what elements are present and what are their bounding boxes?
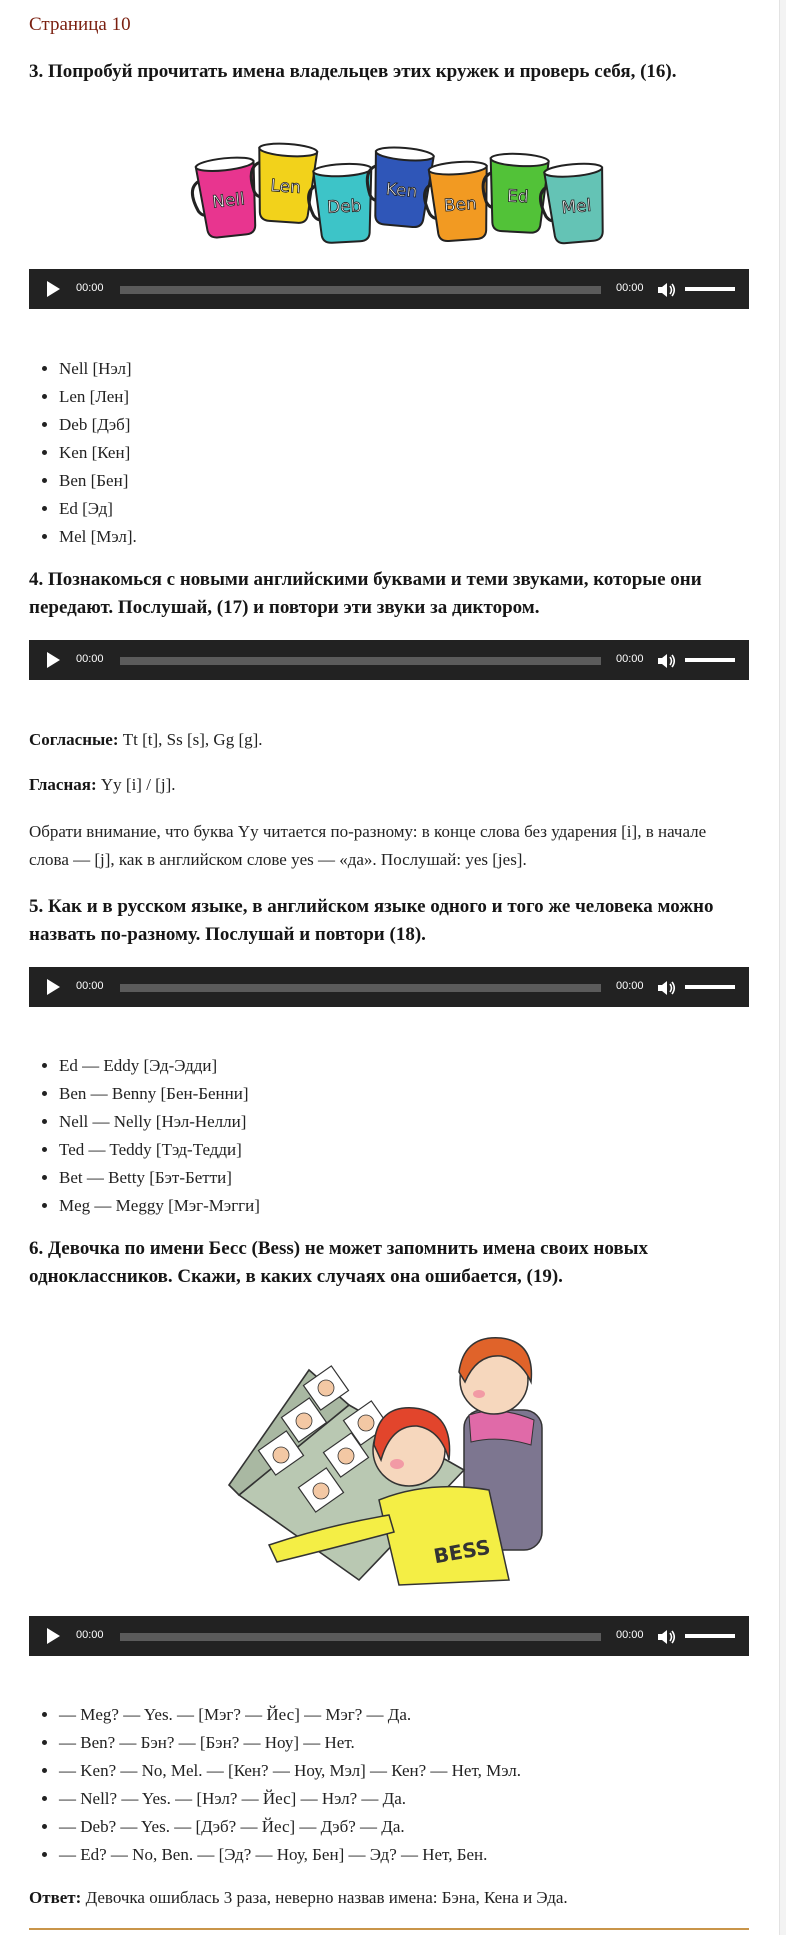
consonants-line [29,726,749,754]
mug-deb-icon [307,163,375,244]
list-item: • Bet — Betty [Бэт-Бетти] [59,1164,260,1192]
answer-text: Девочка ошиблась 3 раза, неверно назвав имена: Бэна, Кена и Эда. [81,1888,568,1907]
duration-time: 00:00 [616,282,644,294]
pronunciation-note: Обрати внимание, что буква Yy читается по-разному: в конце слова без ударения [i], в начале слова — [j], как в английском слове yes — «да». Послушай: yes [jes]. [29,822,707,869]
volume-icon[interactable] [657,281,677,299]
play-icon[interactable] [47,1628,60,1644]
duration-time: 00:00 [616,653,644,665]
mug-ben-icon [422,160,491,242]
volume-slider[interactable] [685,1634,735,1638]
list-item: • — Ken? — No, Mel. — [Кен? — Ноу, Мэл] — Кен? — Нет, Мэл. [59,1757,521,1785]
mug-name-label: Len [269,175,302,198]
task6-heading: 6. Девочка по имени Бесс (Bess) не может запомнить имена своих новых одноклассников. Скажи, в каких случаях она ошибается, (19). [29,1238,648,1287]
mug-name-label: Mel [560,195,593,219]
task5-heading: 5. Как и в русском языке, в английском языке одного и того же человека можно назвать по-разному. Послушай и повтори (18). [29,896,714,945]
list-item: • Ed [Эд] [59,495,137,523]
list-item: • — Deb? — Yes. — [Дэб? — Йес] — Дэб? — Да. [59,1813,521,1841]
list-item: • Deb [Дэб] [59,411,137,439]
list-item: • Nell — Nelly [Нэл-Нелли] [59,1108,260,1136]
volume-slider[interactable] [685,287,735,291]
audio-player-19 [29,1616,749,1656]
current-time: 00:00 [76,980,104,992]
list-item: • — Ben? — Бэн? — [Бэн? — Ноу] — Нет. [59,1729,521,1757]
task3-name-list [29,355,137,551]
duration-time: 00:00 [616,980,644,992]
play-icon[interactable] [47,281,60,297]
vowel-label: Гласная: [29,775,97,794]
volume-slider[interactable] [685,658,735,662]
audio-player-17 [29,640,749,680]
duration-time: 00:00 [616,1629,644,1641]
content-divider [29,1928,749,1930]
task3-heading: 3. Попробуй прочитать имена владельцев этих кружек и проверь себя, (16). [29,61,677,82]
volume-icon[interactable] [657,979,677,997]
volume-icon[interactable] [657,1628,677,1646]
answer-line [29,1884,749,1912]
mug-name-label: Ed [506,186,530,208]
volume-icon[interactable] [657,652,677,670]
current-time: 00:00 [76,653,104,665]
list-item: • Ken [Кен] [59,439,137,467]
task5-name-list [29,1052,260,1220]
play-icon[interactable] [47,979,60,995]
list-item: • — Nell? — Yes. — [Нэл? — Йес] — Нэл? — Да. [59,1785,521,1813]
audio-player-16 [29,269,749,309]
audio-player-18 [29,967,749,1007]
list-item: • Ben — Benny [Бен-Бенни] [59,1080,260,1108]
mug-name-label: Nell [211,189,246,213]
play-icon[interactable] [47,652,60,668]
answer-label: Ответ: [29,1888,82,1907]
mug-ed-icon [481,152,549,233]
bess-shirt-label: BESS [431,1534,493,1569]
list-item: • Nell [Нэл] [59,355,137,383]
page-scrollbar[interactable] [779,0,786,1935]
list-item: • — Meg? — Yes. — [Мэг? — Йес] — Мэг? — Да. [59,1701,521,1729]
mug-name-label: Ken [384,179,419,203]
mug-name-label: Deb [326,196,362,218]
mug-name-label: Ben [443,193,478,217]
current-time: 00:00 [76,1629,104,1641]
list-item: • Meg — Meggy [Мэг-Мэгги] [59,1192,260,1220]
task4-heading: 4. Познакомься с новыми английскими буквами и теми звуками, которые они передают. Послушай, (17) и повтори эти звуки за диктором. [29,569,702,618]
seek-bar[interactable] [120,984,601,992]
task6-dialog-list [29,1701,521,1869]
list-item: • Ben [Бен] [59,467,137,495]
page-title: Страница 10 [29,14,131,35]
bess-album-illustration [209,1310,609,1600]
list-item: • Mel [Мэл]. [59,523,137,551]
consonants-text: Tt [t], Ss [s], Gg [g]. [118,730,263,749]
volume-slider[interactable] [685,985,735,989]
mug-nell-icon [189,155,261,239]
list-item: • Len [Лен] [59,383,137,411]
mug-mel-icon [538,162,609,245]
mug-ken-icon [363,145,434,228]
list-item: • Ted — Teddy [Тэд-Тедди] [59,1136,260,1164]
mug-len-icon [248,142,317,224]
vowel-line [29,771,749,799]
consonants-label: Согласные: [29,730,119,749]
seek-bar[interactable] [120,657,601,665]
vowel-text: Yy [i] / [j]. [96,775,176,794]
list-item: • Ed — Eddy [Эд-Эдди] [59,1052,260,1080]
seek-bar[interactable] [120,1633,601,1641]
mugs-illustration [189,138,619,253]
seek-bar[interactable] [120,286,601,294]
current-time: 00:00 [76,282,104,294]
list-item: • — Ed? — No, Ben. — [Эд? — Ноу, Бен] — Эд? — Нет, Бен. [59,1841,521,1869]
